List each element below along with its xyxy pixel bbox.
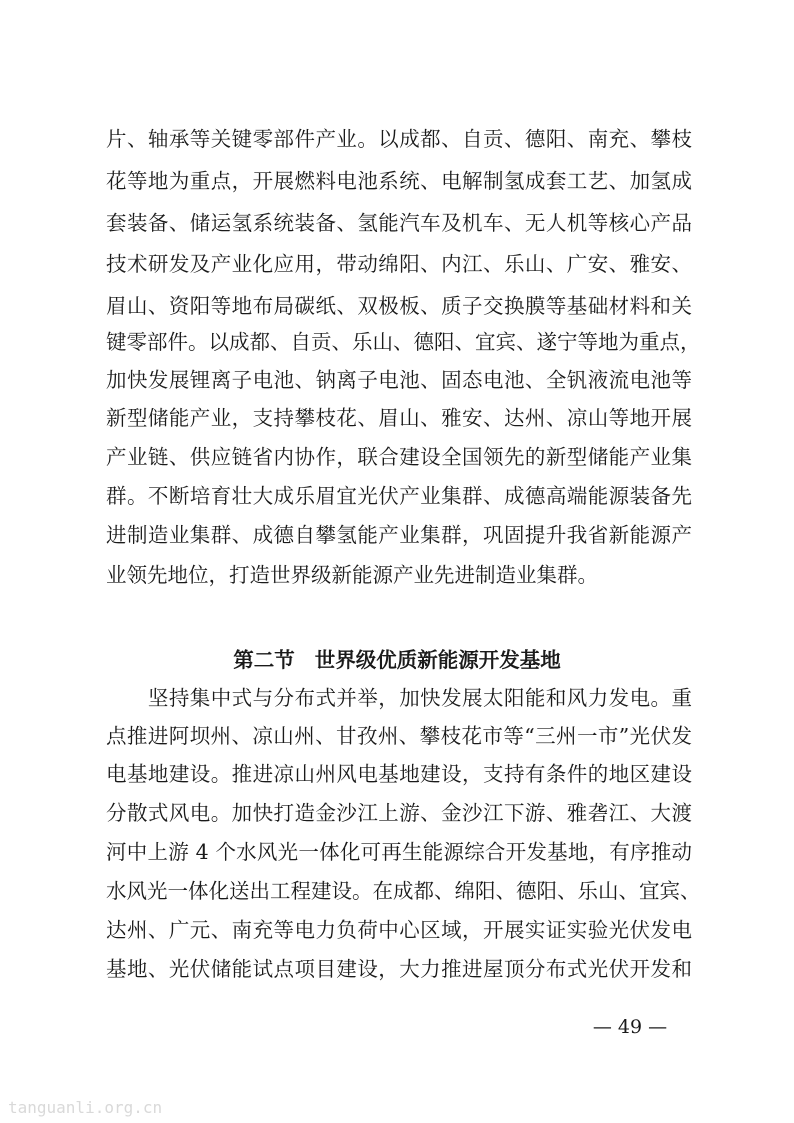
paragraph-line: 新型储能产业，支持攀枝花、眉山、雅安、达州、凉山等地开展 <box>106 406 692 430</box>
section-title: 世界级优质新能源开发基地 <box>314 648 561 672</box>
page-number: — 49 — <box>592 1016 668 1038</box>
paragraph-line: 电基地建设。推进凉山州风电基地建设，支持有条件的地区建设 <box>106 762 692 786</box>
paragraph-line: 花等地为重点，开展燃料电池系统、电解制氢成套工艺、加氢成 <box>106 169 692 193</box>
paragraph-line: 水风光一体化送出工程建设。在成都、绵阳、德阳、乐山、宜宾、 <box>106 879 701 903</box>
paragraph-line: 坚持集中式与分布式并举，加快发展太阳能和风力发电。重 <box>106 686 692 710</box>
paragraph-line: 河中上游 4 个水风光一体化可再生能源综合开发基地，有序推动 <box>106 840 692 864</box>
section-number: 第二节 <box>233 648 295 672</box>
paragraph-line: 加快发展锂离子电池、钠离子电池、固态电池、全钒液流电池等 <box>106 368 692 392</box>
section-heading <box>0 645 794 675</box>
paragraph-line: 片、轴承等关键零部件产业。以成都、自贡、德阳、南充、攀枝 <box>106 127 692 151</box>
paragraph-line: 点推进阿坝州、凉山州、甘孜州、攀枝花市等“三州一市”光伏发 <box>106 724 692 748</box>
paragraph-line: 进制造业集群、成德自攀氢能产业集群，巩固提升我省新能源产 <box>106 523 692 547</box>
paragraph-line: 群。不断培育壮大成乐眉宜光伏产业集群、成德高端能源装备先 <box>106 484 692 508</box>
paragraph-line: 业领先地位，打造世界级新能源产业先进制造业集群。 <box>106 563 598 587</box>
paragraph-line: 基地、光伏储能试点项目建设，大力推进屋顶分布式光伏开发和 <box>106 957 692 981</box>
paragraph-line: 产业链、供应链省内协作，联合建设全国领先的新型储能产业集 <box>106 445 692 469</box>
paragraph-line: 技术研发及产业化应用，带动绵阳、内江、乐山、广安、雅安、 <box>106 252 692 276</box>
watermark: tanguanli.org.cn <box>8 1098 163 1117</box>
paragraph-line: 键零部件。以成都、自贡、乐山、德阳、宜宾、遂宁等地为重点， <box>106 330 701 354</box>
paragraph-line: 套装备、储运氢系统装备、氢能汽车及机车、无人机等核心产品 <box>106 211 692 235</box>
paragraph-line: 达州、广元、南充等电力负荷中心区域，开展实证实验光伏发电 <box>106 918 692 942</box>
paragraph-line: 眉山、资阳等地布局碳纸、双极板、质子交换膜等基础材料和关 <box>106 294 692 318</box>
paragraph-line: 分散式风电。加快打造金沙江上游、金沙江下游、雅砻江、大渡 <box>106 801 692 825</box>
